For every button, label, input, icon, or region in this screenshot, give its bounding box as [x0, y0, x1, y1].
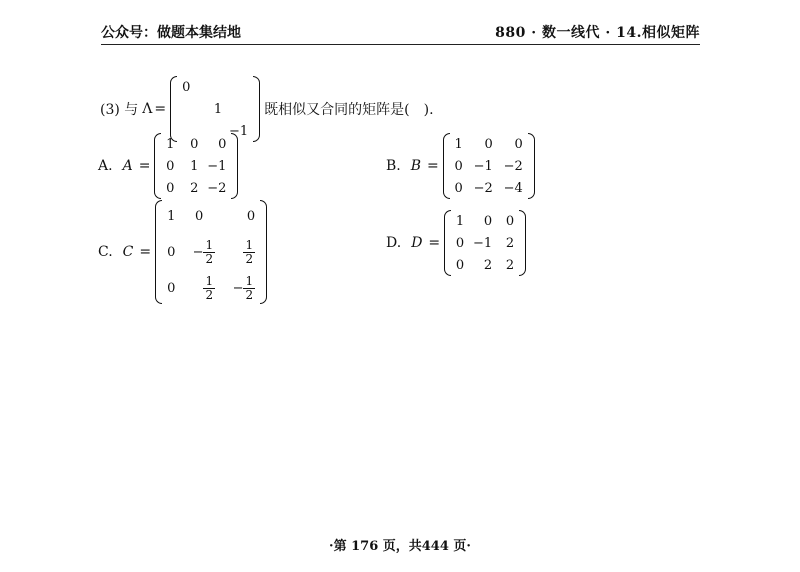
matrix-cell: 2 [190, 180, 199, 196]
lambda-symbol: Λ [142, 101, 153, 117]
minus-sign: − [192, 244, 204, 260]
minus-sign: − [232, 280, 244, 296]
question-text: 既相似又合同的矩阵是( ). [264, 102, 434, 118]
fraction [203, 239, 215, 266]
matrix-cell: 0 [455, 257, 465, 273]
option-letter: D. [386, 235, 402, 251]
option-a[interactable] [98, 133, 238, 199]
matrix-cell: 0 [218, 136, 227, 152]
matrix-cell [219, 236, 259, 268]
page-header [101, 22, 700, 45]
matrix-a [154, 133, 238, 199]
denominator: 2 [205, 251, 214, 266]
equals-sign: = [138, 158, 151, 174]
numerator: 1 [205, 273, 214, 288]
equals-sign: = [139, 244, 152, 260]
matrix-cell: 2 [505, 257, 515, 273]
header-right: 880 · 数一线代 · 14.相似矩阵 [495, 25, 700, 41]
matrix-d [444, 210, 526, 276]
matrix-cell: −1 [472, 235, 493, 251]
matrix-cell [226, 98, 252, 120]
matrix-cell: −2 [473, 180, 493, 196]
matrix-variable: D [411, 235, 423, 251]
matrix-cell: −1 [473, 158, 493, 174]
matrix-cell: −1 [207, 158, 227, 174]
matrix-cell [226, 76, 252, 98]
fraction [243, 275, 255, 302]
question-number: (3) 与 [100, 102, 139, 118]
matrix-cell: 0 [454, 180, 463, 196]
matrix-cell: −1 [228, 123, 249, 139]
fraction [243, 239, 255, 266]
option-letter: A. [98, 158, 113, 174]
matrix-cell: 0 [505, 213, 515, 229]
equals-sign: = [154, 101, 167, 117]
matrix-cell: 0 [455, 235, 465, 251]
option-d[interactable] [386, 210, 526, 276]
matrix-cell: 0 [166, 180, 175, 196]
matrix-cell [178, 98, 202, 120]
matrix-cell: 1 [455, 213, 465, 229]
matrix-cell: 1 [167, 208, 176, 224]
numerator: 1 [245, 237, 254, 252]
numerator: 1 [245, 273, 254, 288]
matrix-cell: 0 [167, 244, 176, 260]
matrix-c [155, 200, 267, 304]
denominator: 2 [245, 251, 254, 266]
option-b[interactable] [386, 133, 535, 199]
matrix-cell: −2 [207, 180, 227, 196]
option-letter: C. [98, 244, 113, 260]
matrix-cell: 1 [166, 136, 175, 152]
matrix-variable: B [410, 158, 422, 174]
matrix-cell: 2 [483, 257, 493, 273]
matrix-cell: 1 [213, 101, 223, 117]
matrix-cell: 0 [514, 136, 523, 152]
denominator: 2 [205, 287, 214, 302]
matrix-cell: 1 [454, 136, 463, 152]
matrix-cell: 0 [484, 136, 493, 152]
numerator: 1 [205, 237, 214, 252]
matrix-cell: 1 [190, 158, 199, 174]
matrix-variable: A [122, 158, 133, 174]
matrix-cell [179, 272, 219, 304]
matrix-cell: 0 [182, 79, 191, 95]
equals-sign: = [428, 235, 441, 251]
equals-sign: = [427, 158, 439, 174]
matrix-cell: 0 [190, 136, 199, 152]
page-footer: ·第 176 页，共444 页· [329, 539, 471, 554]
header-left: 公众号：做题本集结地 [101, 25, 241, 41]
matrix-cell: 0 [167, 280, 176, 296]
matrix-cell: −2 [503, 158, 523, 174]
matrix-variable: C [122, 244, 134, 260]
matrix-cell: −4 [503, 180, 523, 196]
matrix-cell: 0 [246, 208, 256, 224]
matrix-cell [202, 76, 226, 98]
denominator: 2 [245, 287, 254, 302]
matrix-cell: 0 [194, 208, 204, 224]
matrix-cell: 0 [483, 213, 493, 229]
matrix-b [443, 133, 535, 199]
matrix-cell: 0 [454, 158, 463, 174]
option-letter: B. [386, 158, 401, 174]
matrix-cell [179, 236, 219, 268]
matrix-cell [219, 272, 259, 304]
option-c[interactable] [98, 200, 267, 304]
matrix-cell: 0 [166, 158, 175, 174]
matrix-cell: 2 [505, 235, 515, 251]
fraction [203, 275, 215, 302]
